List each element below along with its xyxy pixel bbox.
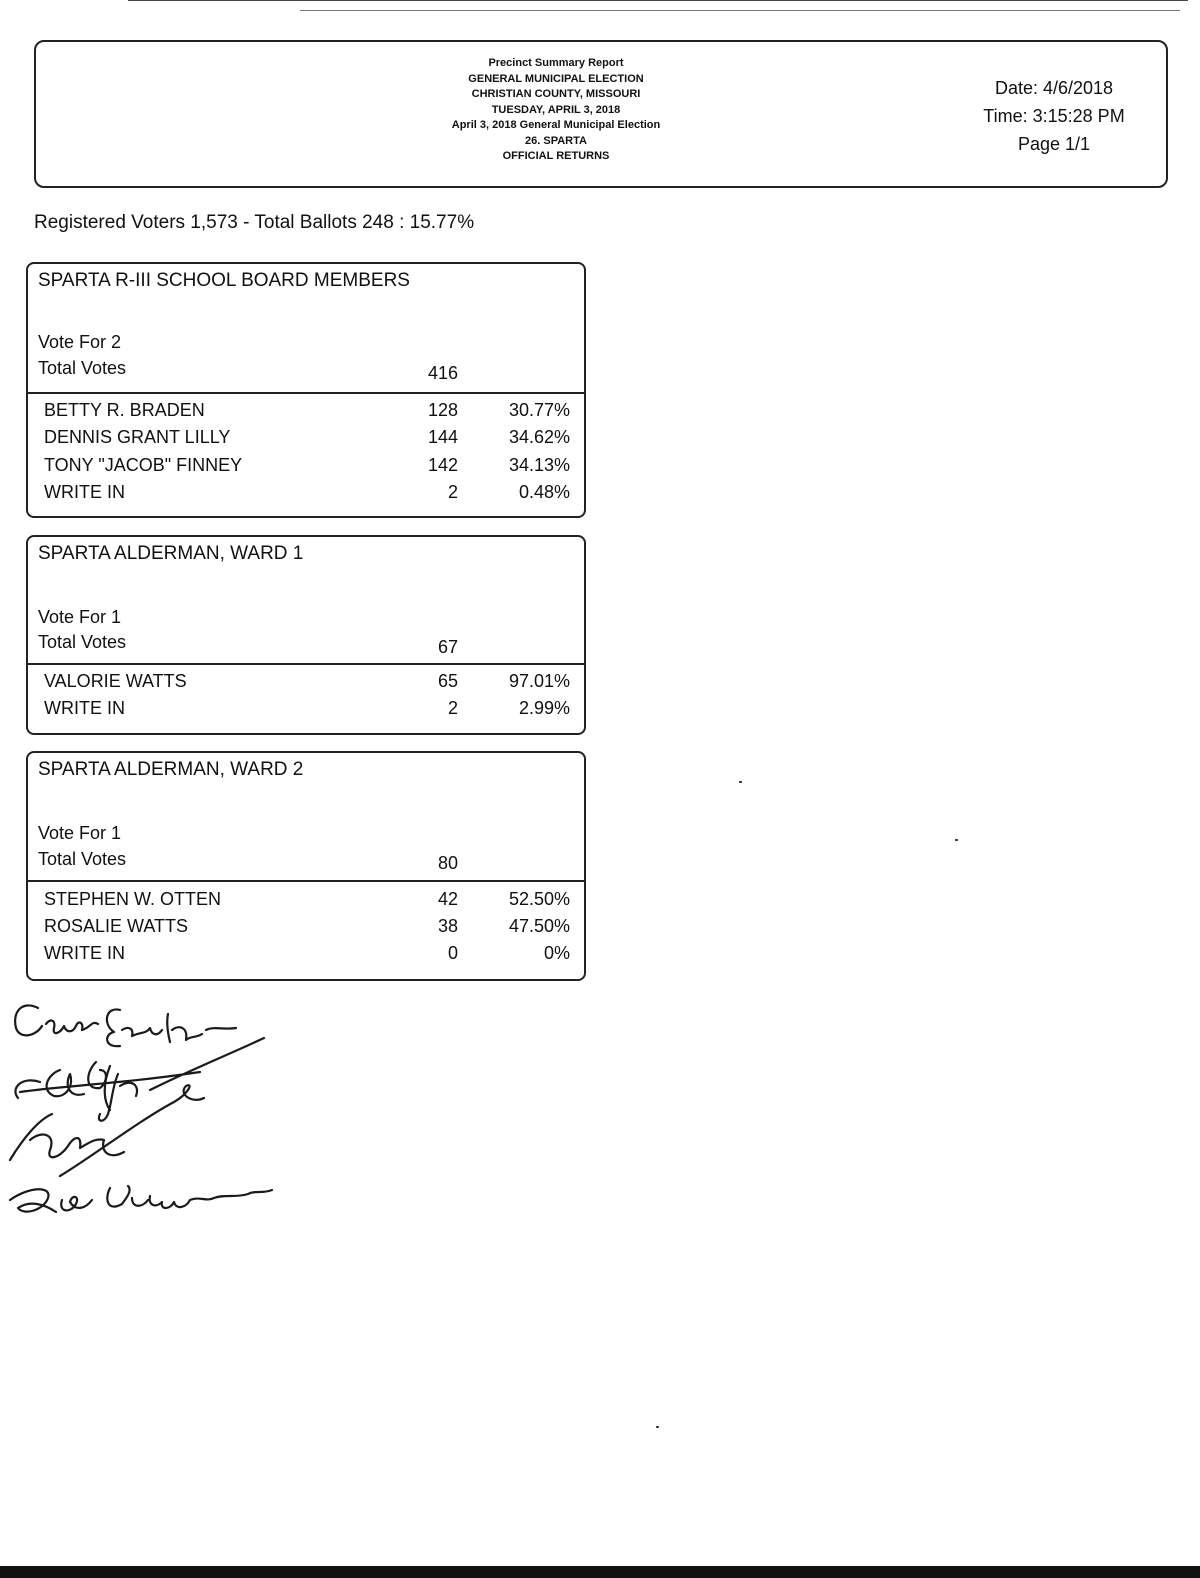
- signature-1: [15, 1005, 236, 1046]
- candidate-percent: 2.99%: [518, 698, 570, 718]
- scan-speck: [656, 1426, 659, 1428]
- scan-edge-top-inner: [300, 10, 1180, 11]
- candidate-votes: 142: [427, 455, 458, 475]
- candidate-votes: 144: [427, 427, 458, 447]
- candidate-votes: 2: [447, 698, 458, 718]
- total-votes-value: 416: [427, 363, 458, 383]
- report-header: [34, 40, 1168, 188]
- candidate-row: [44, 455, 570, 482]
- candidate-percent: 47.50%: [508, 916, 570, 936]
- candidate-votes: 2: [447, 482, 458, 502]
- candidate-votes: 65: [437, 671, 458, 691]
- divider: [28, 880, 584, 882]
- candidate-name: BETTY R. BRADEN: [44, 400, 205, 420]
- contest-school-board: [26, 262, 586, 518]
- divider: [28, 392, 584, 394]
- report-header-title-block: [336, 56, 776, 165]
- candidate-name: WRITE IN: [44, 943, 125, 963]
- signature-2: [15, 1038, 264, 1121]
- candidate-name: STEPHEN W. OTTEN: [44, 889, 222, 909]
- contest-title: SPARTA R-III SCHOOL BOARD MEMBERS: [38, 270, 410, 291]
- candidate-percent: 30.77%: [508, 400, 570, 420]
- scan-edge-bottom: [0, 1566, 1200, 1578]
- candidate-votes: 42: [437, 889, 458, 909]
- signature-3: [10, 1085, 204, 1176]
- candidate-name: TONY "JACOB" FINNEY: [44, 455, 243, 475]
- election-full-name: April 3, 2018 General Municipal Election: [451, 119, 661, 131]
- scan-edge-top: [128, 0, 1188, 1]
- report-type: Precinct Summary Report: [488, 57, 624, 69]
- total-votes-value: 80: [437, 853, 458, 873]
- signature-4: [10, 1186, 272, 1212]
- candidate-name: WRITE IN: [44, 698, 125, 718]
- candidate-row: [44, 943, 570, 970]
- return-status: OFFICIAL RETURNS: [502, 150, 610, 162]
- candidate-row: [44, 698, 570, 725]
- contest-title: SPARTA ALDERMAN, WARD 1: [38, 543, 304, 564]
- contest-title: SPARTA ALDERMAN, WARD 2: [38, 759, 304, 780]
- candidate-row: [44, 427, 570, 454]
- candidate-row: [44, 482, 570, 509]
- scan-speck: [739, 781, 742, 783]
- candidate-percent: 34.62%: [508, 427, 570, 447]
- report-time: Time: 3:15:28 PM: [983, 106, 1125, 126]
- candidate-row: [44, 916, 570, 943]
- total-votes-value: 67: [437, 637, 458, 657]
- election-date: TUESDAY, APRIL 3, 2018: [491, 103, 621, 116]
- vote-for-label: Vote For 2: [38, 332, 122, 352]
- contest-alderman-ward-2: [26, 751, 586, 981]
- total-votes-label: Total Votes: [38, 849, 127, 869]
- candidate-votes: 38: [437, 916, 458, 936]
- report-meta: [954, 74, 1154, 158]
- candidate-row: [44, 671, 570, 698]
- candidate-percent: 97.01%: [508, 671, 570, 691]
- candidate-votes: 0: [447, 943, 458, 963]
- total-votes-label: Total Votes: [38, 358, 127, 378]
- candidate-percent: 0%: [543, 943, 570, 963]
- registration-summary: Registered Voters 1,573 - Total Ballots 248 : 15.77%: [34, 212, 475, 233]
- vote-for-label: Vote For 1: [38, 823, 122, 843]
- candidate-percent: 0.48%: [518, 482, 570, 502]
- candidate-name: WRITE IN: [44, 482, 125, 502]
- jurisdiction: CHRISTIAN COUNTY, MISSOURI: [471, 88, 641, 100]
- scan-speck: [955, 839, 958, 841]
- handwritten-signatures: [0, 990, 300, 1230]
- total-votes-label: Total Votes: [38, 632, 127, 652]
- candidate-row: [44, 400, 570, 427]
- candidate-percent: 52.50%: [508, 889, 570, 909]
- candidate-percent: 34.13%: [508, 455, 570, 475]
- contest-alderman-ward-1: [26, 535, 586, 735]
- candidate-name: ROSALIE WATTS: [44, 916, 189, 936]
- candidate-row: [44, 889, 570, 916]
- candidate-votes: 128: [427, 400, 458, 420]
- candidate-name: VALORIE WATTS: [44, 671, 187, 691]
- candidate-name: DENNIS GRANT LILLY: [44, 427, 231, 447]
- vote-for-label: Vote For 1: [38, 607, 122, 627]
- election-name: GENERAL MUNICIPAL ELECTION: [468, 72, 644, 85]
- divider: [28, 663, 584, 665]
- precinct-name: 26. SPARTA: [525, 134, 587, 147]
- page-number: Page 1/1: [1017, 134, 1091, 154]
- report-date: Date: 4/6/2018: [994, 78, 1114, 98]
